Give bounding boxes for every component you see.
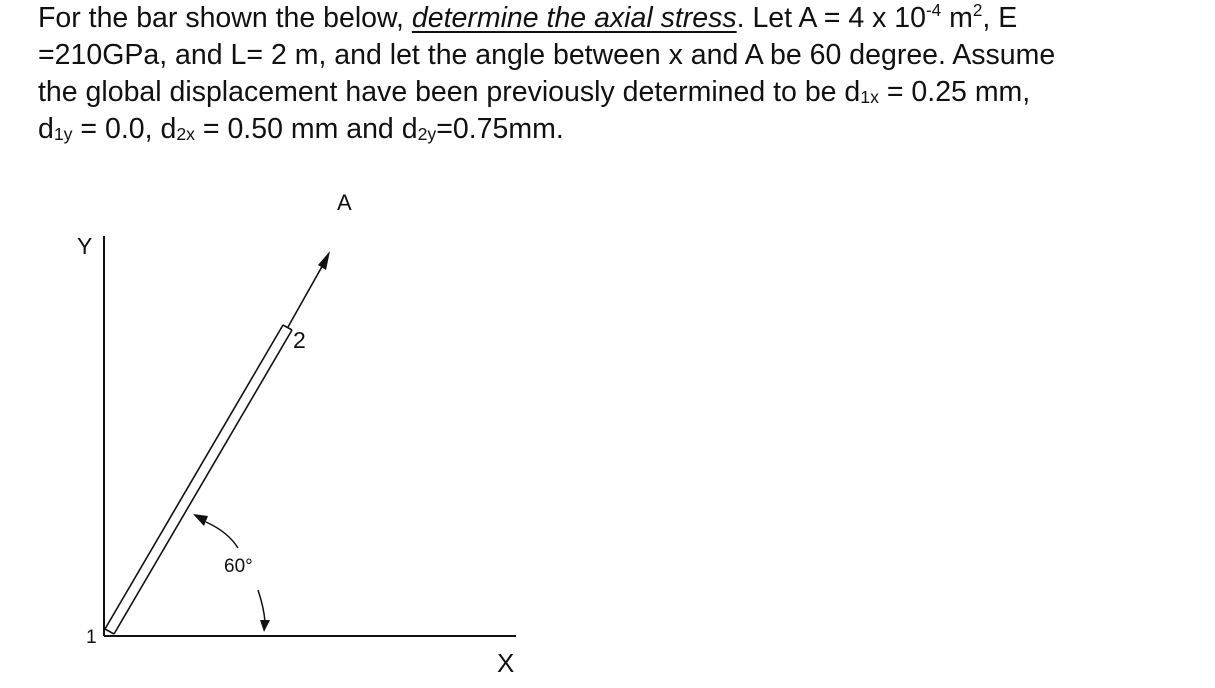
text-segment: d	[38, 113, 54, 145]
exponent: -4	[925, 0, 942, 20]
task-emphasis: determine the axial stress	[411, 2, 737, 34]
subscript: 1y	[53, 124, 73, 145]
bar-element	[105, 325, 292, 634]
text-segment: = 0.25 mm,	[878, 76, 1031, 108]
label-angle: 60°	[224, 556, 253, 577]
label-direction-a: A	[337, 190, 352, 215]
subscript: 1x	[860, 87, 879, 108]
text-segment: For the bar shown the below,	[38, 2, 412, 34]
text-segment: = 0.0, d	[72, 113, 177, 145]
problem-line-2: =210GPa, and L= 2 m, and let the angle between x and A be 60 degree. Assume	[38, 39, 1056, 71]
text-segment: = 0.50 mm and d	[194, 113, 418, 145]
direction-arrow-a	[288, 251, 330, 327]
label-axis-y: Y	[77, 233, 93, 259]
label-node-1: 1	[86, 627, 97, 648]
text-segment: . Let A = 4 x 10	[736, 2, 926, 34]
subscript: 2x	[176, 124, 195, 145]
exponent: 2	[972, 0, 983, 20]
label-axis-x: X	[497, 648, 515, 678]
text-segment: the global displacement have been previously determined to be d	[38, 76, 861, 108]
text-segment: =0.75mm.	[436, 113, 564, 145]
text-segment: , E	[982, 2, 1018, 34]
subscript: 2y	[417, 124, 437, 145]
text-segment: m	[941, 2, 973, 34]
label-node-2: 2	[293, 327, 306, 353]
